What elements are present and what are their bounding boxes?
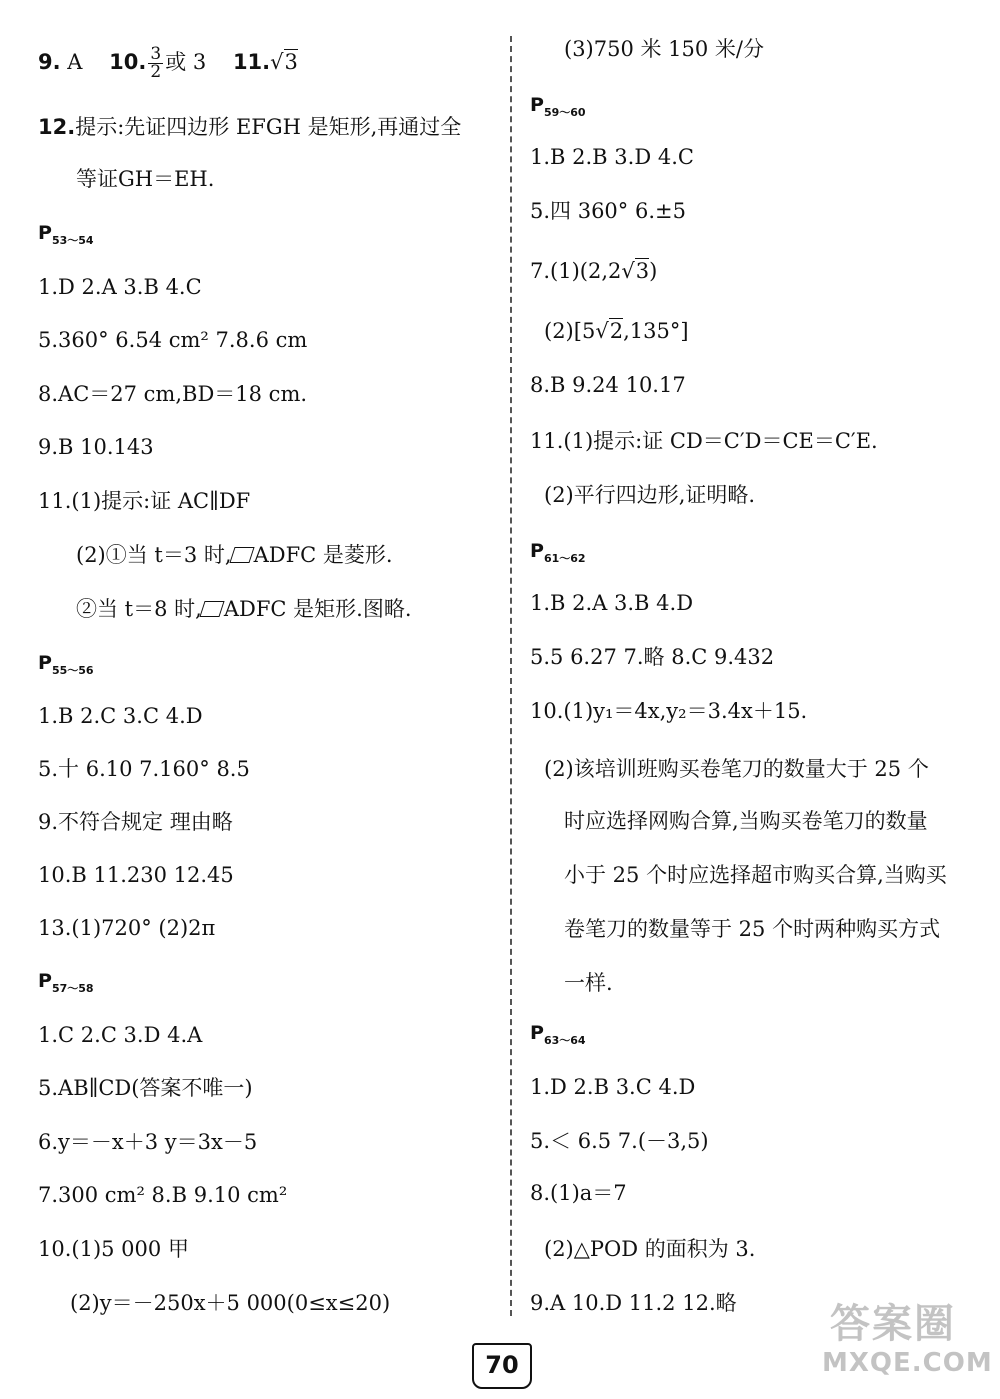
answer-line: 8.AC＝27 cm,BD＝18 cm. bbox=[38, 382, 308, 406]
parallelogram-icon bbox=[229, 547, 254, 563]
answer-line: 11.(1)提示:证 AC∥DF bbox=[38, 489, 251, 513]
page-number: 70 bbox=[472, 1343, 532, 1389]
answer-line: (2)①当 t＝3 时, ADFC 是菱形. bbox=[76, 543, 393, 567]
answer-line: 卷笔刀的数量等于 25 个时两种购买方式 bbox=[564, 917, 941, 941]
section-heading: $P_{55\sim 56}$ bbox=[38, 652, 94, 677]
section-heading: $P_{59\sim 60}$ bbox=[530, 94, 586, 119]
answer-line: 9.B 10.143 bbox=[38, 435, 154, 459]
answer-line: (2)平行四边形,证明略. bbox=[544, 483, 756, 507]
answer-line: 5.十 6.10 7.160° 8.5 bbox=[38, 757, 250, 781]
answer-line: (2)[5√2,135°] bbox=[544, 319, 689, 343]
answer-line: 小于 25 个时应选择超市购买合算,当购买 bbox=[564, 863, 947, 887]
answer-line: 5.5 6.27 7.略 8.C 9.432 bbox=[530, 645, 775, 669]
section-heading: $P_{63\sim 64}$ bbox=[530, 1022, 586, 1047]
answer-line: 9. A 10. $\frac{3}{2}$ 或 3 11.√3 bbox=[38, 44, 298, 82]
answer-line: (2)△POD 的面积为 3. bbox=[544, 1237, 756, 1261]
column-divider bbox=[510, 36, 512, 1316]
answer-line: 8.(1)a＝7 bbox=[530, 1181, 627, 1205]
answer-line: 一样. bbox=[564, 971, 613, 995]
answer-line: 13.(1)720° (2)2π bbox=[38, 916, 216, 940]
answer-line: 5.四 360° 6.±5 bbox=[530, 199, 686, 223]
answer-line: 11.(1)提示:证 CD＝C′D＝CE＝C′E. bbox=[530, 429, 878, 453]
answer-line: 6.y＝－x＋3 y＝3x－5 bbox=[38, 1130, 258, 1154]
answer-line: 时应选择网购合算,当购买卷笔刀的数量 bbox=[564, 809, 928, 833]
watermark-logo: 答案圈 MXQE.COM bbox=[822, 1301, 993, 1378]
answer-line: 1.C 2.C 3.D 4.A bbox=[38, 1023, 203, 1047]
answer-line: 8.B 9.24 10.17 bbox=[530, 373, 686, 397]
answer-line: (2)y＝－250x＋5 000(0≤x≤20) bbox=[70, 1291, 391, 1315]
answer-line: 10.(1)y₁＝4x,y₂＝3.4x＋15. bbox=[530, 699, 808, 723]
section-heading: $P_{61\sim 62}$ bbox=[530, 540, 586, 565]
answer-line: 1.B 2.B 3.D 4.C bbox=[530, 145, 694, 169]
answer-line: 10.B 11.230 12.45 bbox=[38, 863, 234, 887]
answer-line: (2)该培训班购买卷笔刀的数量大于 25 个 bbox=[544, 757, 929, 781]
answer-line: 5.AB∥CD(答案不唯一) bbox=[38, 1076, 253, 1100]
answer-line: 5.360° 6.54 cm² 7.8.6 cm bbox=[38, 328, 308, 352]
answer-line: 7.(1)(2,2√3) bbox=[530, 259, 658, 283]
answer-line: 10.(1)5 000 甲 bbox=[38, 1237, 189, 1261]
answer-line: 1.D 2.B 3.C 4.D bbox=[530, 1075, 696, 1099]
answer-line: ②当 t＝8 时, ADFC 是矩形.图略. bbox=[76, 597, 412, 621]
answer-line: (3)750 米 150 米/分 bbox=[564, 37, 765, 61]
answer-line: 9.A 10.D 11.2 12.略 bbox=[530, 1291, 737, 1315]
section-heading: $P_{53\sim 54}$ bbox=[38, 222, 94, 247]
fraction: $\frac{3}{2}$ bbox=[150, 44, 162, 82]
answer-line: 7.300 cm² 8.B 9.10 cm² bbox=[38, 1183, 288, 1207]
answer-line: 1.D 2.A 3.B 4.C bbox=[38, 275, 202, 299]
answer-line: 等证GH＝EH. bbox=[76, 167, 215, 191]
section-heading: $P_{57\sim 58}$ bbox=[38, 970, 94, 995]
answer-line: 1.B 2.C 3.C 4.D bbox=[38, 704, 203, 728]
answer-line: 12.提示:先证四边形 EFGH 是矩形,再通过全 bbox=[38, 115, 462, 139]
answer-line: 1.B 2.A 3.B 4.D bbox=[530, 591, 694, 615]
answer-line: 9.不符合规定 理由略 bbox=[38, 810, 233, 834]
answer-line: 5.＜ 6.5 7.(－3,5) bbox=[530, 1129, 709, 1153]
parallelogram-icon bbox=[199, 601, 224, 617]
